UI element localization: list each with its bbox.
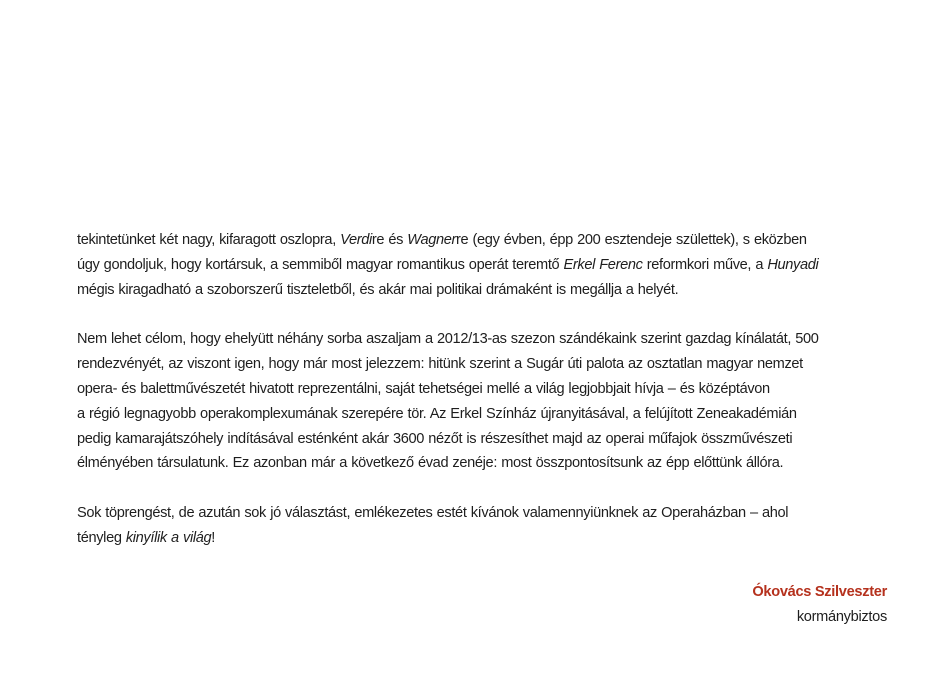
text-line — [77, 526, 889, 551]
italic-text: Erkel Ferenc — [563, 256, 643, 273]
text-run: re (egy évben, épp 200 esztendeje születtek), s eközben — [456, 232, 807, 248]
text-run: a régió legnagyobb operakomplexumának szerepére tör. Az Erkel Színház újranyitásával, a felújított Zeneakadémián — [77, 405, 797, 422]
text-line — [77, 253, 889, 278]
signature-title: kormánybiztos — [796, 608, 887, 625]
paragraph-2 — [77, 327, 889, 476]
text-run: ! — [211, 529, 215, 546]
text-run: opera- és balettművészetét hivatott reprezentálni, saját tehetségei mellé a világ legjobbjait hívja – és középtávon — [77, 380, 770, 397]
italic-text: Wagner — [407, 232, 457, 248]
text-line — [77, 427, 889, 452]
text-run: élményében társulatunk. Ez azonban már a következő évad zenéje: most összpontosítsunk az épp előttünk állóra. — [77, 455, 784, 472]
text-run: úgy gondoljuk, hogy kortársuk, a semmiből magyar romantikus operát teremtő — [77, 256, 564, 273]
text-line — [77, 327, 889, 352]
text-run: tekintetünket két nagy, kifaragott oszlopra, — [77, 232, 341, 248]
text-run: Sok töprengést, de azután sok jó választást, emlékezetes estét kívánok valamennyiünknek az Operaházban – ahol — [77, 505, 789, 522]
text-run: rendezvényét, az viszont igen, hogy már most jelezzem: hitünk szerint a Sugár úti palota az osztatlan magyar nemzet — [77, 356, 803, 373]
signature-block — [752, 580, 887, 630]
paragraph-3 — [77, 501, 889, 551]
signature-name: Ókovács Szilveszter — [752, 584, 887, 600]
text-run: re és — [371, 232, 408, 248]
text-line — [77, 228, 889, 253]
text-run: reformkori műve, a — [642, 256, 768, 273]
letter-body — [77, 228, 889, 551]
italic-text: Hunyadi — [767, 256, 819, 273]
text-run: Nem lehet célom, hogy ehelyütt néhány sorba aszaljam a 2012/13-as szezon szándékaink szerint gazdag kínálatát, 500 — [77, 331, 819, 348]
text-line — [77, 278, 889, 303]
text-line — [77, 377, 889, 402]
text-run: tényleg — [77, 529, 126, 546]
text-run: pedig kamarajátszóhely indításával esténként akár 3600 nézőt is részesíthet majd az operai műfajok összművészeti — [77, 430, 793, 447]
paragraph-1 — [77, 228, 889, 302]
text-line — [77, 451, 889, 476]
text-run: mégis kiragadható a szoborszerű tiszteletből, és akár mai politikai drámaként is megállja a helyét. — [77, 281, 679, 298]
italic-text: Verdi — [340, 232, 372, 248]
text-line — [77, 501, 889, 526]
text-line — [77, 352, 889, 377]
text-line — [77, 402, 889, 427]
italic-text: kinyílik a világ — [125, 529, 212, 546]
